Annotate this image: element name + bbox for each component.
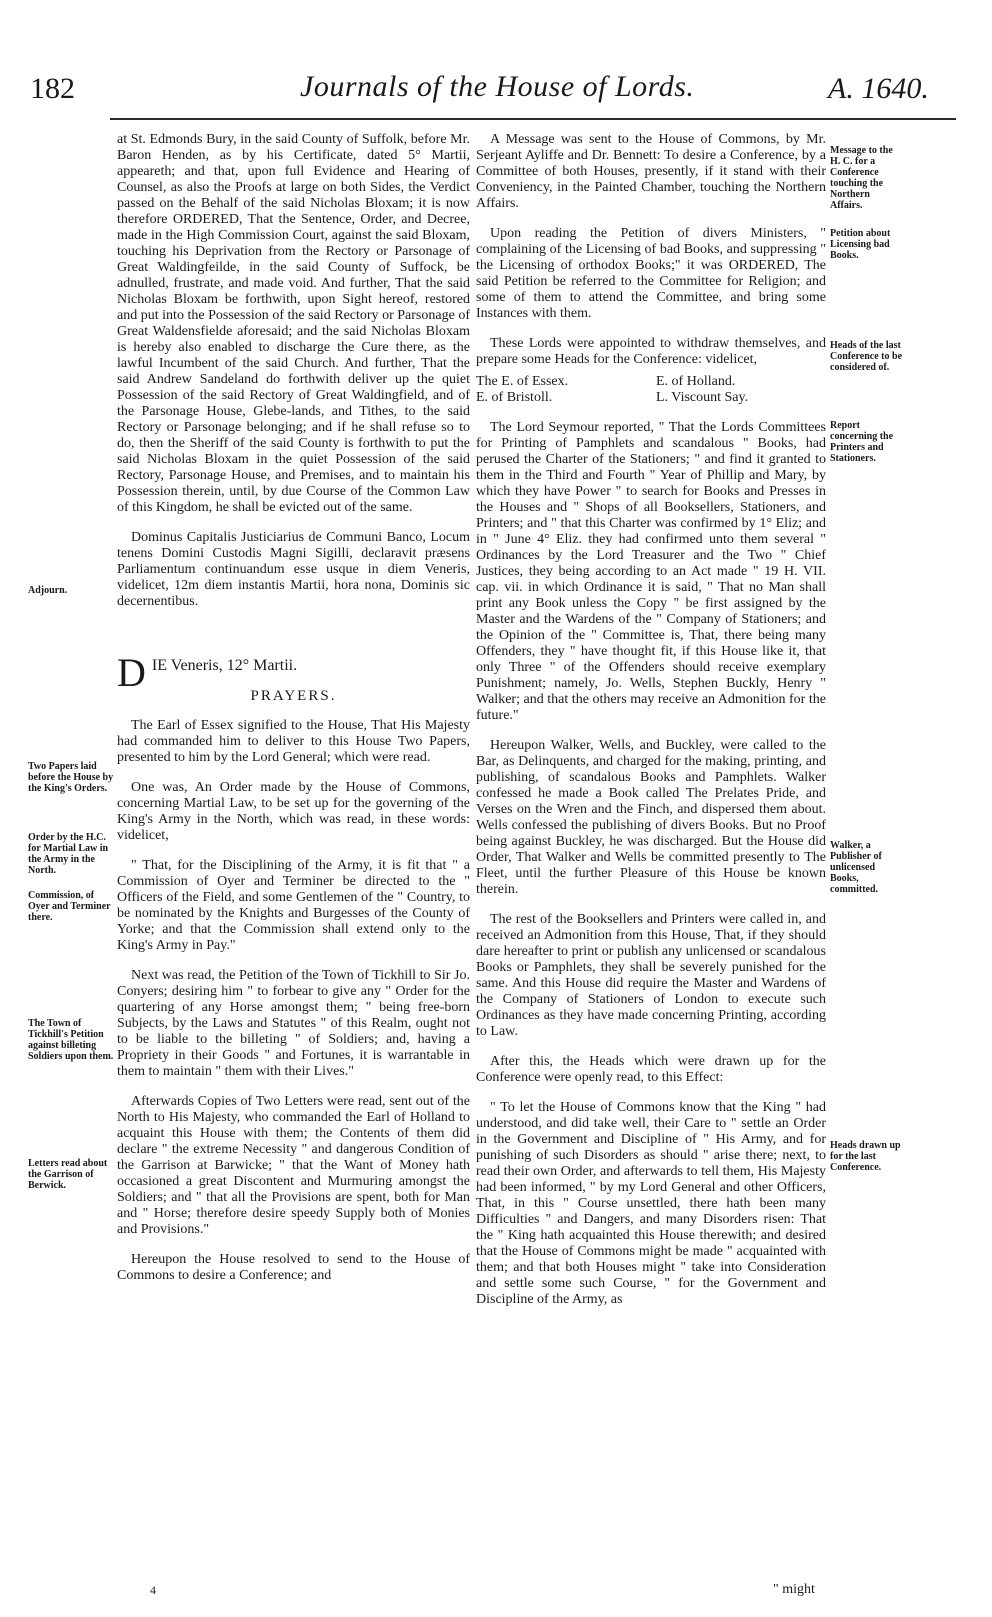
prayers-heading: PRAYERS. (250, 688, 337, 704)
margin-note: Commission, of Oyer and Terminer there. (28, 890, 111, 923)
paragraph: The Lord Seymour reported, " That the Lords Committees for Printing of Pamphlets and scandalous " Books, had perused the Charter of the Stationers; " and find it granted to them in the Third and Fourth " Year of Phillip and Mary, by which they have Power " to search for Books and Presses in the Houses and " Shops of all Booksellers, Stationers, and Printers; and " that this Charter was confirmed by 1° Eliz; and in " June 4° Eliz. they had confirmed unto them several " Ordinances by the Lord Treasurer and the Two " Chief Justices, they being according to an Act made " 19 H. VII. cap. vii. in which Ordinance it is said, " That no Man shall print any Book unless the Copy " be first assigned by the Master and the Wardens of the " Company of Stationers; and the Opinion of the " Committee is, That, there being many Offenders, they " have thought fit, if this House like it, that only Three " of the Offenders should receive exemplary Punishment; namely, Jo. Wells, Stephen Buckly, Henry " Walker; and that the others may receive an Admonition for the future." (476, 420, 826, 723)
paragraph: Hereupon Walker, Wells, and Buckley, were called to the Bar, as Delinquents, and charged for the making, printing, and publishing, of scandalous Books and Pamphlets. Walker confessed he made a Book called The Prelates Pride, and Verses on the Wren and the Finch, and dispersed them about. Wells confessed the publishing of divers Books. But no Proof being against Buckley, he was discharged. But the House did Order, That Walker and Wells be committed presently to The Fleet, until the further Pleasure of this House be known therein. (476, 738, 826, 897)
lord-name: L. Viscount Say. (656, 390, 749, 405)
signature-mark: 4 (150, 1583, 156, 1597)
paragraph: The Earl of Essex signified to the House, That His Majesty had commanded him to deliver to this House Two Papers, presented to him by the Lord General; which were read. (117, 718, 470, 765)
margin-note: Order by the H.C. for Martial Law in the Army in the North. (28, 832, 109, 876)
page-number: 182 (30, 72, 75, 105)
margin-note: Walker, a Publisher of unlicensed Books, committed. (830, 840, 882, 895)
day-heading-text: IE Veneris, 12° Martii. (151, 657, 298, 674)
catchword: " might (773, 1582, 815, 1597)
paragraph: Next was read, the Petition of the Town of Tickhill to Sir Jo. Conyers; desiring him " to forbear to give any " Order for the quartering of any Horse amongst them; " being free-born Subjects, by the Laws and Statutes " of this Realm, ought not to be liable to the billeting " of Soldiers; and, having a Propriety in their Goods " and Fortunes, it is warrantable in them to maintain " them with their Lives." (117, 968, 470, 1079)
header-year: A. 1640. (828, 72, 929, 105)
left-column (117, 132, 470, 1298)
quotation: " That, for the Disciplining of the Army, it is fit that " a Commission of Oyer and Terminer be directed to the " Officers of the Field, and some Gentlemen of the " Country, to be nominated by the Knights and Burgesses of the County of Yorke; and that the Commission shall extend only to the King's Army in Pay." (117, 858, 470, 953)
paragraph: A Message was sent to the House of Commons, by Mr. Serjeant Ayliffe and Dr. Bennett: To desire a Conference, by a Committee of both Houses, presently, if it stand with their Conveniency, in the Painted Chamber, touching the Northern Affairs. (476, 132, 826, 211)
margin-note: Message to the H. C. for a Conference touching the Northern Affairs. (830, 145, 893, 211)
paragraph: Upon reading the Petition of divers Ministers, " complaining of the Licensing of bad Books, and suppressing " the Licensing of orthodox Books;" it was ORDERED, The said Petition be referred to the Committee for Religion; and some of them to attend the Committee, and bring some Instances with them. (476, 226, 826, 321)
running-title: Journals of the House of Lords. (300, 70, 695, 103)
quotation: " To let the House of Commons know that the King " had understood, and did take well, their Care to " settle an Order in the Government and Discipline of " His Army, and for punishing of such Disorders as should " arise there; next, to read their own Order, and afterwards to tell them, His Majesty had been informed, " by my Lord General and other Officers, That, in this " Course unsettled, there hath been many Difficulties " and Dangers, and many Disorders risen: That the " King hath acquainted this House therewith; and desired that the House of Commons might be made " acquainted with them; and that both Houses might " take into Consideration and settle some such Course, " for the Government and Discipline of the Army, as (476, 1100, 826, 1307)
margin-note: Two Papers laid before the House by the King's Orders. (28, 761, 114, 794)
paragraph: The rest of the Booksellers and Printers were called in, and received an Admonition from this House, That, if they should dare hereafter to print or publish any unlicensed or scandalous Books or Pamphlets, they shall be severely punished for the same. And this House did require the Master and Wardens of the Company of Stationers of London to execute such Ordinances as they have made concerning Printing, according to Law. (476, 912, 826, 1039)
paragraph: One was, An Order made by the House of Commons, concerning Martial Law, to be set up for the governing of the King's Army in the North, which was read, in these words: videlicet, (117, 780, 470, 843)
margin-note: Adjourn. (28, 585, 68, 596)
margin-note: Heads drawn up for the last Conference. (830, 1140, 901, 1173)
paragraph: Afterwards Copies of Two Letters were read, sent out of the North to His Majesty, who commanded the Earl of Holland to acquaint this House with them; the Contents of them did declare " the extreme Necessity " and dangerous Condition of the Garrison at Barwicke; " that the Want of Money hath occasioned a great Discontent and Murmuring amongst the Soldiers; and " that all the Provisions are spent, both for Man and " Horse; therefore desire speedy Supply both of Monies and Provisions." (117, 1094, 470, 1237)
paragraph: After this, the Heads which were drawn up for the Conference were openly read, to this Effect: (476, 1054, 826, 1085)
paragraph: at St. Edmonds Bury, in the said County of Suffolk, before Mr. Baron Henden, as by his Certificate, dated 5° Martii, appeareth; and that, upon full Evidence and Hearing of Counsel, as also the Proofs at large on both Sides, the Verdict passed on the Behalf of the said Nicholas Bloxam; it is now therefore ORDERED, That the Sentence, Order, and Decree, made in the High Commission Court, against the said Bloxam, touching his Deprivation from the Rectory or Parsonage of Great Waldingfeilde, in the said County of Suffock, be adnulled, frustrate, and made void. And further, That the said Nicholas Bloxam be forthwith, upon Sight hereof, restored and put into the Possession of the said Rectory or Parsonage of Great Waldensfielde aforesaid; and the said Nicholas Bloxam is hereby also enabled to discharge the Cure there, as the lawful Incumbent of the said Church. And further, That the said Andrew Sandeland do forthwith deliver up the quiet Possession of the said Rectory of Great Waldingfield, and of the Parsonage House, Glebe-lands, and Tithes, to the said Rectory or Parsonage belonging; and if he shall refuse so to do, then the Sheriff of the said County is forthwith to put the said Nicholas Bloxam in the quiet Possession of the said Rectory, Parsonage House, and Premises, and to maintain his Possession therein, until, by due Course of the Common Law of this Kingdom, he shall be evicted out of the same. (117, 132, 470, 515)
day-heading (117, 650, 470, 695)
margin-note: Heads of the last Conference to be considered of. (830, 340, 903, 373)
paragraph: Dominus Capitalis Justiciarius de Communi Banco, Locum tenens Domini Custodis Magni Sigilli, declaravit præsens Parliamentum continuandum esse usque in diem Veneris, videlicet, 12m diem instantis Martii, hora nona, Dominis sic decernentibus. (117, 530, 470, 609)
header-rule (110, 118, 956, 120)
paragraph: Hereupon the House resolved to send to the House of Commons to desire a Conference; and (117, 1252, 470, 1283)
right-column (476, 132, 826, 1322)
lord-name: E. of Bristoll. (476, 390, 553, 405)
margin-note: The Town of Tickhill's Petition against billeting Soldiers upon them. (28, 1018, 114, 1062)
lords-list (476, 374, 826, 406)
margin-note: Petition about Licensing bad Books. (830, 228, 891, 261)
drop-cap: D (117, 650, 146, 695)
lord-name: E. of Holland. (656, 374, 736, 389)
margin-note: Letters read about the Garrison of Berwick. (28, 1158, 108, 1191)
margin-note: Report concerning the Printers and Stationers. (830, 420, 894, 464)
lord-name: The E. of Essex. (476, 374, 569, 389)
page-header (0, 60, 992, 110)
paragraph: These Lords were appointed to withdraw themselves, and prepare some Heads for the Conference: videlicet, (476, 336, 826, 367)
